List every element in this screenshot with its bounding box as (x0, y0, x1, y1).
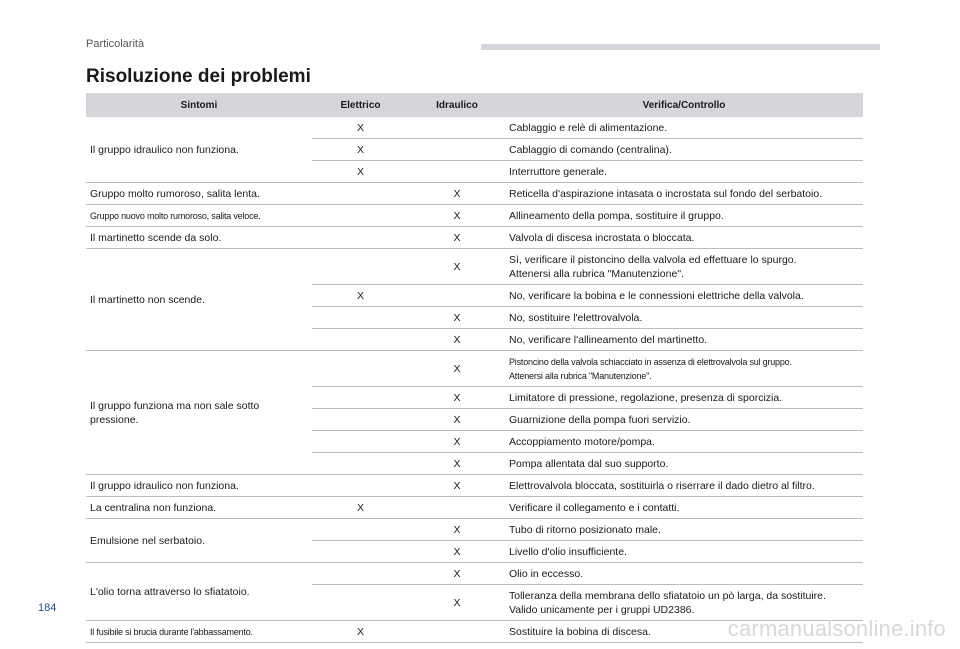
table-row (86, 497, 863, 519)
elettrico-mark (312, 519, 409, 541)
elettrico-mark: X (312, 621, 409, 643)
check-text: Elettrovalvola bloccata, sostituirla o riserrare il dado dietro al filtro. (509, 479, 815, 492)
check-text: No, verificare la bobina e le connessioni elettriche della valvola. (509, 289, 804, 302)
idraulico-mark (409, 285, 505, 307)
elettrico-mark (312, 475, 409, 497)
check-cell (505, 431, 863, 453)
elettrico-mark: X (312, 285, 409, 307)
idraulico-mark (409, 497, 505, 519)
elettrico-mark: X (312, 117, 409, 139)
symptom-cell: Il fusibile si brucia durante l'abbassamento. (86, 621, 312, 643)
elettrico-mark (312, 387, 409, 409)
elettrico-mark: X (312, 497, 409, 519)
elettrico-mark: X (312, 161, 409, 183)
page-number: 184 (38, 602, 57, 614)
elettrico-mark (312, 541, 409, 563)
check-cell (505, 541, 863, 563)
elettrico-mark: X (312, 139, 409, 161)
table-row (86, 249, 863, 285)
elettrico-mark (312, 205, 409, 227)
table-row (86, 563, 863, 585)
check-cell (505, 519, 863, 541)
check-cell (505, 563, 863, 585)
idraulico-mark (409, 139, 505, 161)
header-divider (481, 44, 880, 50)
check-text: Sostituire la bobina di discesa. (509, 625, 651, 638)
check-text: Verificare il collegamento e i contatti. (509, 501, 680, 514)
table-header-row (86, 93, 863, 117)
check-text: Reticella d'aspirazione intasata o incrostata sul fondo del serbatoio. (509, 187, 823, 200)
table-row (86, 519, 863, 541)
check-text: Cablaggio e relè di alimentazione. (509, 121, 668, 134)
elettrico-mark (312, 183, 409, 205)
check-text: Pistoncino della valvola schiacciato in assenza di elettrovalvola sul gruppo. (509, 356, 792, 367)
page-title: Risoluzione dei problemi (86, 66, 311, 87)
troubleshooting-table (86, 93, 863, 643)
elettrico-mark (312, 563, 409, 585)
idraulico-mark: X (409, 409, 505, 431)
check-cell (505, 453, 863, 475)
check-cell (505, 475, 863, 497)
table-row (86, 475, 863, 497)
check-cell (505, 117, 863, 139)
symptom-cell: Il martinetto scende da solo. (86, 227, 312, 249)
check-text: Accoppiamento motore/pompa. (509, 435, 655, 448)
check-cell (505, 351, 863, 387)
symptom-cell: Il gruppo idraulico non funziona. (86, 475, 312, 497)
check-cell (505, 205, 863, 227)
symptom-cell: Il gruppo funziona ma non sale sotto pressione. (86, 351, 312, 475)
elettrico-mark (312, 227, 409, 249)
check-cell (505, 329, 863, 351)
idraulico-mark: X (409, 227, 505, 249)
symptom-cell: Il martinetto non scende. (86, 249, 312, 351)
table-body (86, 117, 863, 643)
check-text: Pompa allentata dal suo supporto. (509, 457, 669, 470)
idraulico-mark: X (409, 205, 505, 227)
idraulico-mark: X (409, 519, 505, 541)
symptom-cell: Gruppo nuovo molto rumoroso, salita veloce. (86, 205, 312, 227)
symptom-cell: Emulsione nel serbatoio. (86, 519, 312, 563)
idraulico-mark: X (409, 307, 505, 329)
check-text: Guarnizione della pompa fuori servizio. (509, 413, 691, 426)
check-cell (505, 409, 863, 431)
symptom-cell: La centralina non funziona. (86, 497, 312, 519)
table-row (86, 205, 863, 227)
check-cell (505, 183, 863, 205)
idraulico-mark: X (409, 475, 505, 497)
elettrico-mark (312, 249, 409, 285)
idraulico-mark: X (409, 453, 505, 475)
check-text-line2: Attenersi alla rubrica "Manutenzione". (509, 370, 652, 381)
check-text: Limitatore di pressione, regolazione, presenza di sporcizia. (509, 391, 783, 404)
elettrico-mark (312, 453, 409, 475)
idraulico-mark: X (409, 183, 505, 205)
check-cell (505, 307, 863, 329)
header-idraulico: Idraulico (409, 93, 505, 117)
header-verifica: Verifica/Controllo (505, 93, 863, 117)
elettrico-mark (312, 307, 409, 329)
header-elettrico: Elettrico (312, 93, 409, 117)
table-row (86, 183, 863, 205)
check-cell (505, 161, 863, 183)
elettrico-mark (312, 409, 409, 431)
table-row (86, 117, 863, 139)
check-text: Tubo di ritorno posizionato male. (509, 523, 661, 536)
header-sintomi: Sintomi (86, 93, 312, 117)
elettrico-mark (312, 431, 409, 453)
check-text: No, sostituire l'elettrovalvola. (509, 311, 643, 324)
check-text: Cablaggio di comando (centralina). (509, 143, 672, 156)
idraulico-mark: X (409, 541, 505, 563)
table-row (86, 227, 863, 249)
check-text: Interruttore generale. (509, 165, 608, 178)
elettrico-mark (312, 585, 409, 621)
idraulico-mark (409, 161, 505, 183)
elettrico-mark (312, 351, 409, 387)
idraulico-mark (409, 117, 505, 139)
check-cell (505, 497, 863, 519)
idraulico-mark: X (409, 249, 505, 285)
idraulico-mark: X (409, 387, 505, 409)
check-text: No, verificare l'allineamento del martinetto. (509, 333, 708, 346)
check-text: Tolleranza della membrana dello sfiatatoio un pò larga, da sostituire. (509, 589, 826, 602)
section-label: Particolarità (86, 38, 145, 50)
watermark: carmanualsonline.info (727, 616, 946, 641)
idraulico-mark: X (409, 585, 505, 621)
table-row (86, 351, 863, 387)
check-cell (505, 227, 863, 249)
check-cell (505, 249, 863, 285)
check-text-line2: Valido unicamente per i gruppi UD2386. (509, 603, 695, 616)
symptom-cell: Gruppo molto rumoroso, salita lenta. (86, 183, 312, 205)
check-cell (505, 387, 863, 409)
idraulico-mark: X (409, 351, 505, 387)
idraulico-mark: X (409, 563, 505, 585)
check-text: Olio in eccesso. (509, 567, 584, 580)
elettrico-mark (312, 329, 409, 351)
check-text-line2: Attenersi alla rubrica "Manutenzione". (509, 267, 684, 280)
symptom-cell: L'olio torna attraverso lo sfiatatoio. (86, 563, 312, 621)
check-text: Livello d'olio insufficiente. (509, 545, 627, 558)
idraulico-mark: X (409, 431, 505, 453)
check-cell (505, 285, 863, 307)
idraulico-mark: X (409, 329, 505, 351)
symptom-cell: Il gruppo idraulico non funziona. (86, 117, 312, 183)
check-text: Sì, verificare il pistoncino della valvola ed effettuare lo spurgo. (509, 253, 797, 266)
check-text: Valvola di discesa incrostata o bloccata. (509, 231, 695, 244)
check-text: Allineamento della pompa, sostituire il gruppo. (509, 209, 724, 222)
idraulico-mark (409, 621, 505, 643)
check-cell (505, 139, 863, 161)
